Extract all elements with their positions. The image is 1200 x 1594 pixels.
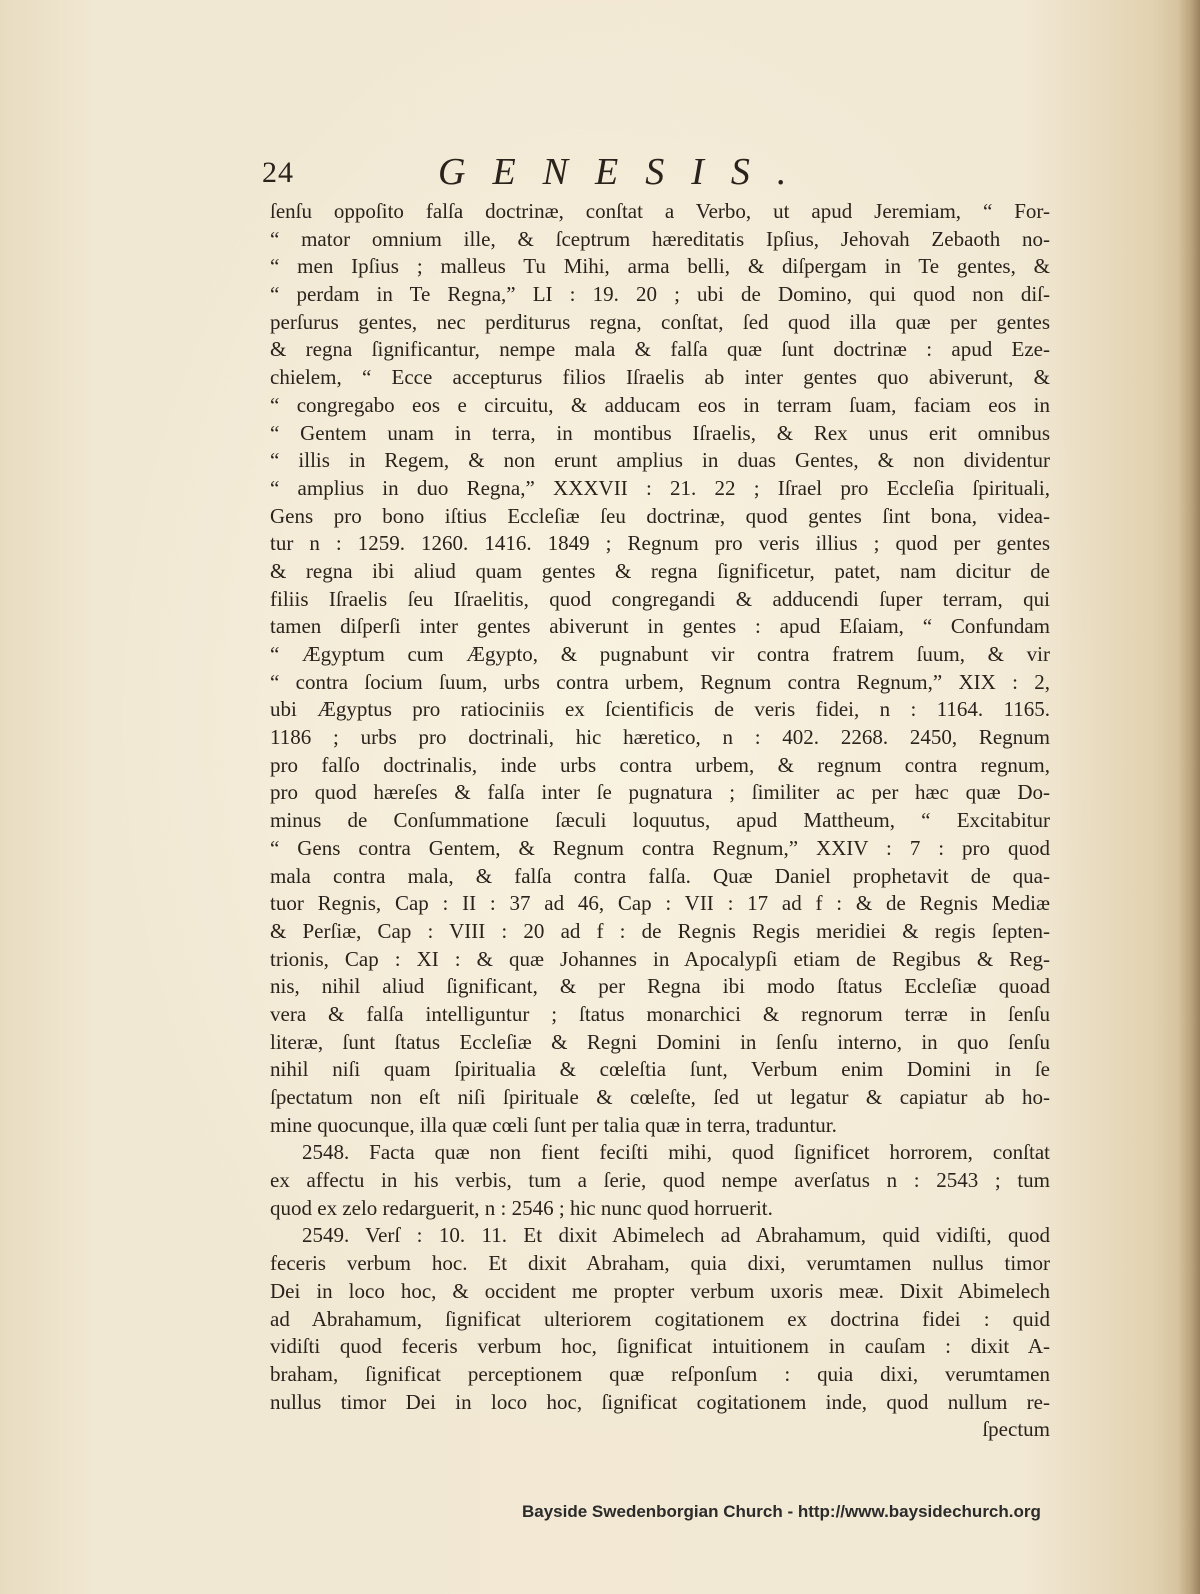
- text-line: Gens pro bono iſtius Eccleſiæ ſeu doctrinæ, quod gentes ſint bona, videa-: [270, 503, 1050, 528]
- text-line: “ Ægyptum cum Ægypto, & pugnabunt vir contra fratrem ſuum, & vir: [270, 642, 1050, 666]
- text-line: & Perſiæ, Cap : VIII : 20 ad f : de Regnis Regis meridiei & regis ſepten-: [270, 918, 1050, 943]
- text-line: “ illis in Regem, & non erunt amplius in duas Gentes, & non dividentur: [270, 448, 1050, 473]
- text-line: ex affectu in his verbis, tum a ſerie, quod nempe averſatus n : 2543 ; tum: [270, 1168, 1050, 1193]
- text-line: “ perdam in Te Regna,” LI : 19. 20 ; ubi de Domino, qui quod non diſ-: [270, 282, 1050, 307]
- text-line: vidiſti quod feceris verbum hoc, ſignificat intuitionem in cauſam : dixit A-: [270, 1334, 1050, 1359]
- running-header: [262, 150, 882, 196]
- text-line: ſpectatum non eſt niſi ſpirituale & cœleſte, ſed ut legatur & capiatur ab ho-: [270, 1085, 1050, 1109]
- running-title: GENESIS.: [438, 151, 814, 193]
- text-line: ad Abrahamum, ſignificat ulteriorem cogitationem ex doctrina fidei : quid: [270, 1306, 1050, 1331]
- text-line: & regna ſignificantur, nempe mala & falſa quæ ſunt doctrinæ : apud Eze-: [270, 337, 1050, 362]
- text-line: “ congregabo eos e circuitu, & adducam eos in terram ſuam, faciam eos in: [270, 392, 1050, 417]
- text-line: “ contra ſocium ſuum, urbs contra urbem, Regnum contra Regnum,” XIX : 2,: [270, 669, 1050, 694]
- text-line: nis, nihil aliud ſignificant, & per Regna ibi modo ſtatus Eccleſiæ quoad: [270, 974, 1050, 999]
- text-line: minus de Conſummatione ſæculi loquutus, apud Mattheum, “ Excitabitur: [270, 808, 1050, 833]
- text-line: pro falſo doctrinalis, inde urbs contra urbem, & regnum contra regnum,: [270, 752, 1050, 777]
- page-edge-shadow: [1178, 0, 1200, 1594]
- text-line: mala contra mala, & falſa contra falſa. Quæ Daniel prophetavit de qua-: [270, 863, 1050, 888]
- text-line: nihil niſi quam ſpiritualia & cœleſtia ſunt, Verbum enim Domini in ſe: [270, 1057, 1050, 1082]
- text-line: & regna ibi aliud quam gentes & regna ſignificetur, patet, nam dicitur de: [270, 558, 1050, 583]
- text-line: tur n : 1259. 1260. 1416. 1849 ; Regnum pro veris illius ; quod per gentes: [270, 531, 1050, 556]
- watermark-credit: Bayside Swedenborgian Church - http://www.baysidechurch.org: [522, 1502, 1041, 1521]
- body-text: [270, 198, 1050, 1444]
- text-line: tamen diſperſi inter gentes abiverunt in gentes : apud Eſaiam, “ Confundam: [270, 614, 1050, 639]
- text-line: 2548. Facta quæ non fient feciſti mihi, quod ſignificet horrorem, conſtat: [302, 1140, 1050, 1165]
- text-line: “ Gentem unam in terra, in montibus Iſraelis, & Rex unus erit omnibus: [270, 420, 1050, 445]
- text-line: ubi Ægyptus pro ratiociniis ex ſcientificis de veris fidei, n : 1164. 1165.: [270, 697, 1050, 722]
- page-number: 24: [262, 156, 294, 189]
- text-line: perſurus gentes, nec perditurus regna, conſtat, ſed quod illa quæ per gentes: [270, 309, 1050, 334]
- text-line: feceris verbum hoc. Et dixit Abraham, quia dixi, verumtamen nullus timor: [270, 1251, 1050, 1276]
- text-line: pro quod hæreſes & falſa inter ſe pugnatura ; ſimiliter ac per hæc quæ Do-: [270, 780, 1050, 805]
- text-line: vera & falſa intelliguntur ; ſtatus monarchici & regnorum terræ in ſenſu: [270, 1001, 1050, 1026]
- text-line: quod ex zelo redarguerit, n : 2546 ; hic nunc quod horruerit.: [270, 1195, 773, 1220]
- text-line: 2549. Verſ : 10. 11. Et dixit Abimelech ad Abrahamum, quid vidiſti, quod: [302, 1223, 1050, 1248]
- text-line: “ mator omnium ille, & ſceptrum hæreditatis Ipſius, Jehovah Zebaoth no-: [270, 226, 1050, 251]
- text-line: “ Gens contra Gentem, & Regnum contra Regnum,” XXIV : 7 : pro quod: [270, 835, 1050, 860]
- text-line: chielem, “ Ecce accepturus filios Iſraelis ab inter gentes quo abiverunt, &: [270, 365, 1050, 390]
- text-line: tuor Regnis, Cap : II : 37 ad 46, Cap : VII : 17 ad f : & de Regnis Mediæ: [270, 891, 1050, 916]
- text-line: mine quocunque, illa quæ cœli ſunt per talia quæ in terra, traduntur.: [270, 1112, 837, 1137]
- text-line: “ men Ipſius ; malleus Tu Mihi, arma belli, & diſpergam in Te gentes, &: [270, 254, 1050, 279]
- text-line: ſpectum: [982, 1417, 1050, 1442]
- text-line: “ amplius in duo Regna,” XXXVII : 21. 22 ; Iſrael pro Eccleſia ſpirituali,: [270, 475, 1050, 500]
- text-line: 1186 ; urbs pro doctrinali, hic hæretico, n : 402. 2268. 2450, Regnum: [270, 725, 1050, 750]
- text-line: Dei in loco hoc, & occident me propter verbum uxoris meæ. Dixit Abimelech: [270, 1278, 1050, 1303]
- text-line: braham, ſignificat perceptionem quæ reſponſum : quia dixi, verumtamen: [270, 1361, 1050, 1386]
- text-line: literæ, ſunt ſtatus Eccleſiæ & Regni Domini in ſenſu interno, in quo ſenſu: [270, 1029, 1050, 1054]
- text-line: ſenſu oppoſito falſa doctrinæ, conſtat a Verbo, ut apud Jeremiam, “ For-: [270, 199, 1050, 223]
- text-line: nullus timor Dei in loco hoc, ſignificat cogitationem inde, quod nullum re-: [270, 1389, 1050, 1414]
- text-line: filiis Iſraelis ſeu Iſraelitis, quod congregandi & adducendi ſuper terram, qui: [270, 586, 1050, 611]
- text-line: trionis, Cap : XI : & quæ Johannes in Apocalypſi etiam de Regibus & Reg-: [270, 946, 1050, 971]
